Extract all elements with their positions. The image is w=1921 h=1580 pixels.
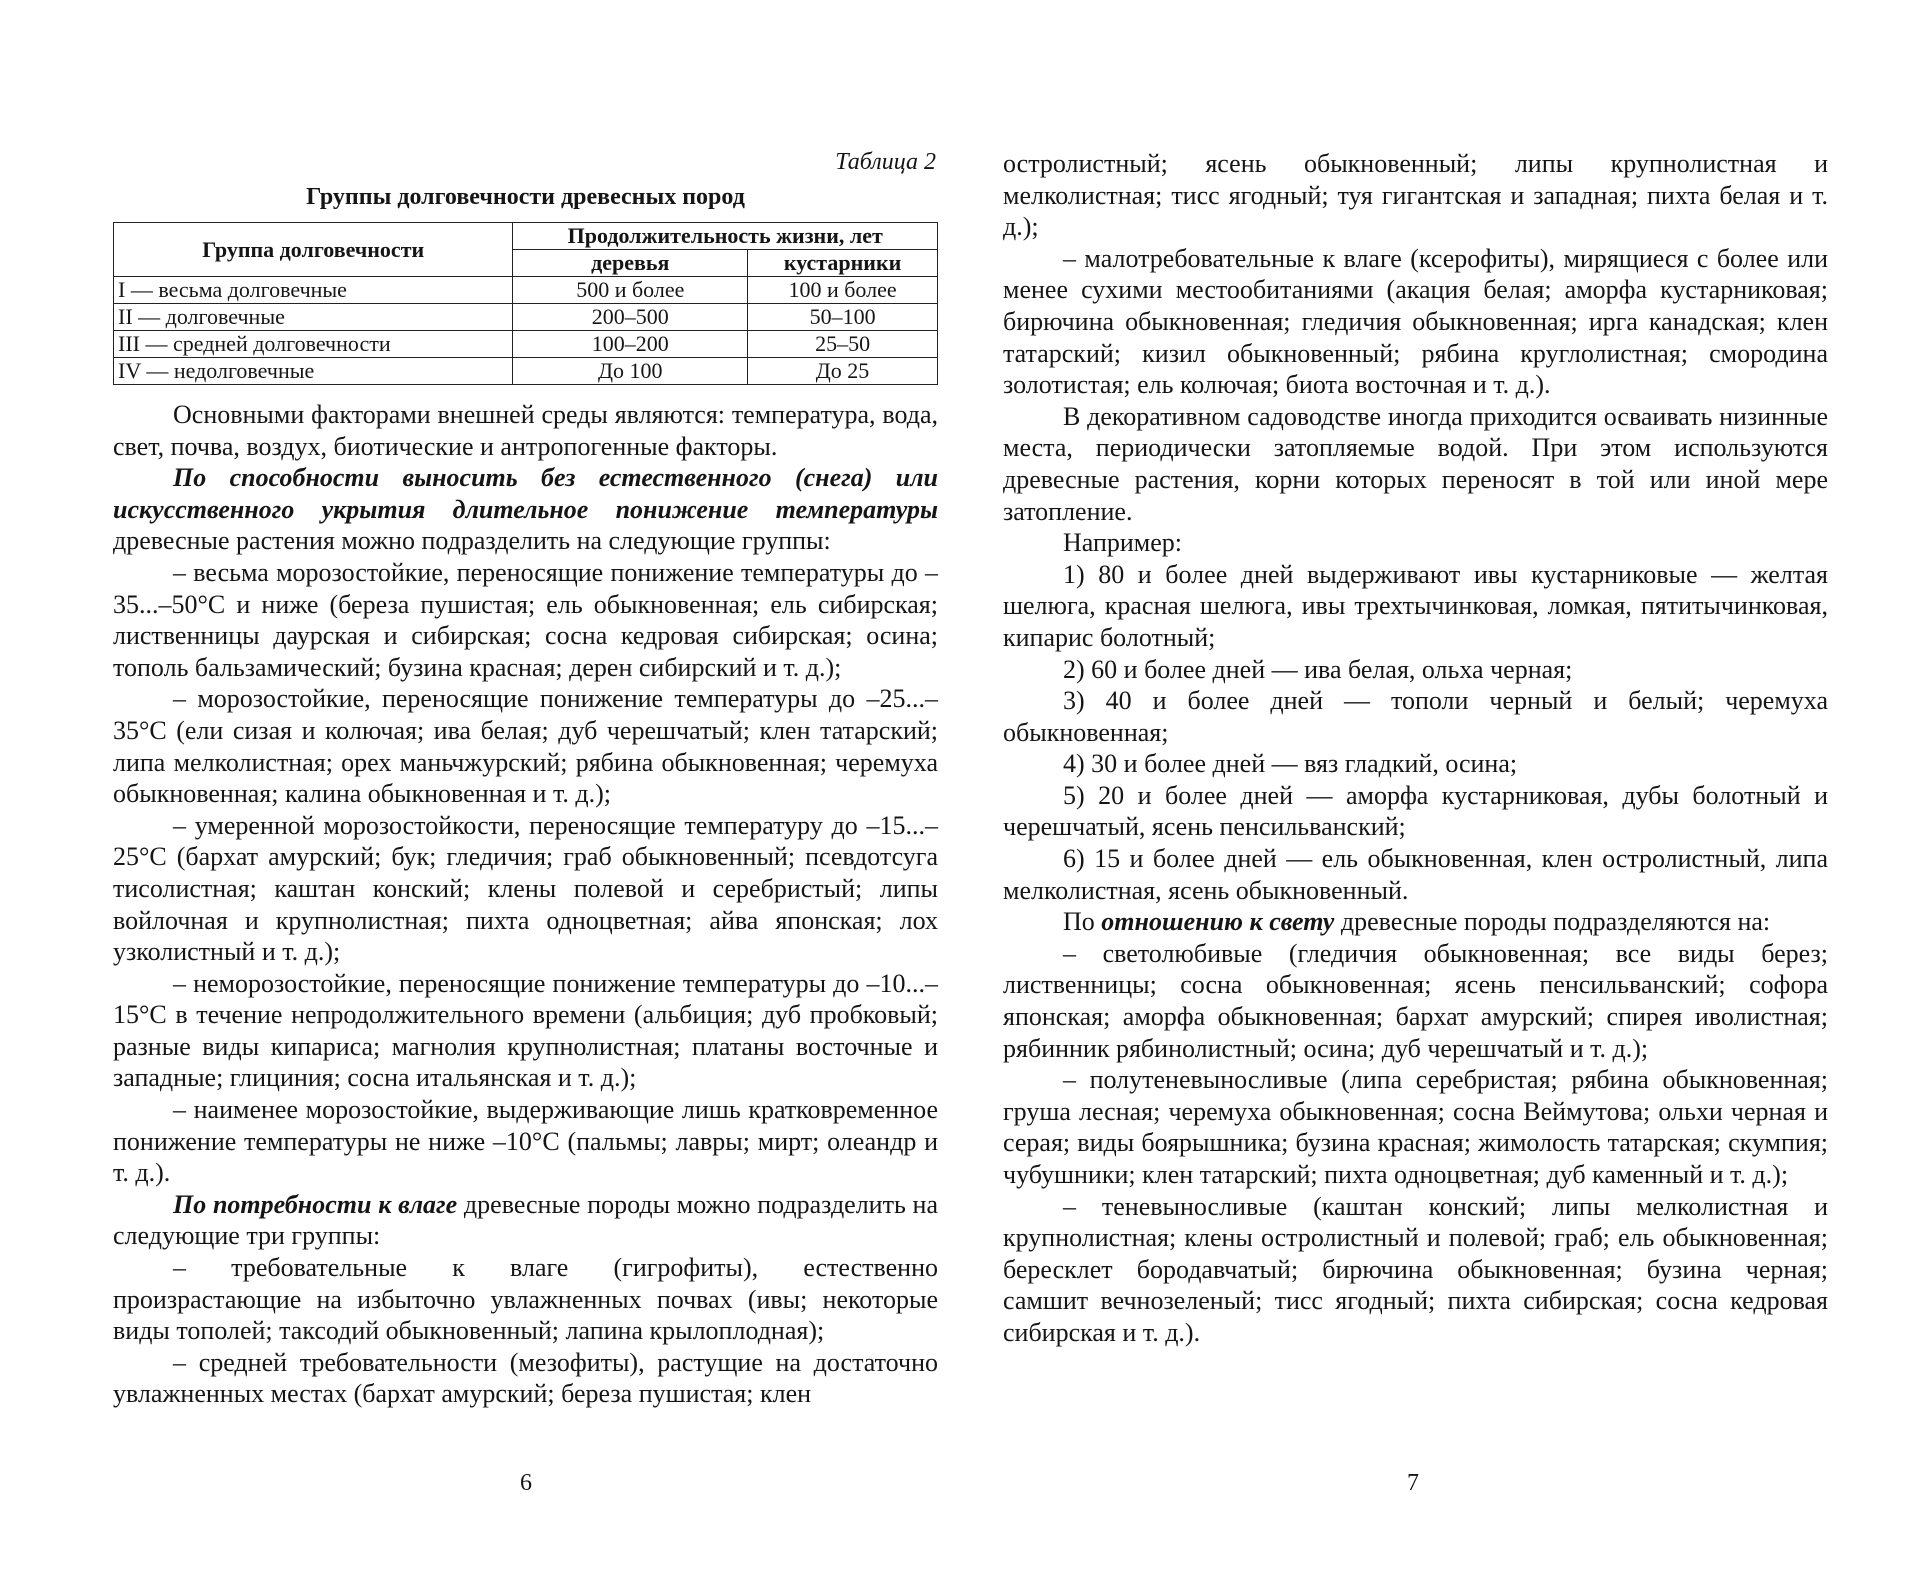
paragraph-factors: Основными факторами внешней среды являются: температура, вода, свет, почва, воздух, биотические и антропогенные факторы. — [113, 400, 938, 461]
page-number: 7 — [1407, 1470, 1419, 1496]
header-group: Группа долговечности — [114, 223, 513, 277]
paragraph-continued: остролистный; ясень обыкновенный; липы крупнолистная и мелколистная; тисс ягодный; туя гигантская и западная; пихта белая и т. д.); — [1003, 149, 1828, 242]
cell-group: III — средней долговечности — [114, 331, 513, 358]
moisture-item: – требовательные к влаге (гигрофиты), естественно произрастающие на избыточно увлажненных почвах (ивы; некоторые виды тополей; таксодий обыкновенный; лапина крылоплодная); — [113, 1253, 938, 1346]
right-page — [960, 0, 1921, 1580]
cell-shrubs: 50–100 — [748, 304, 938, 331]
cell-trees: 500 и более — [513, 277, 748, 304]
flood-item: 4) 30 и более дней — вяз гладкий, осина; — [1063, 749, 1518, 779]
paragraph-light-intro — [1003, 906, 1828, 938]
left-page — [0, 0, 960, 1580]
frost-item: – морозостойкие, переносящие понижение температуры до –25...–35°С (ели сизая и колючая; ива белая; дуб черешчатый; клен татарский; липа мелколистная; орех маньчжурский; рябина обыкновенная; черемуха обыкновенная; калина обыкновенная и т. д.); — [113, 684, 938, 809]
moisture-item: – средней требовательности (мезофиты), растущие на достаточно увлажненных местах (бархат амурский; береза пушистая; клен — [113, 1347, 938, 1409]
table-row — [114, 277, 938, 304]
left-column — [113, 148, 938, 1410]
flood-item: 6) 15 и более дней — ель обыкновенная, клен остролистный, липа мелколистная, ясень обыкновенный. — [1003, 844, 1828, 905]
paragraph-flood: В декоративном садоводстве иногда приходится осваивать низинные места, периодически затопляемые водой. При этом используются древесные растения, корни которых переносят в той или иной мере затопление. — [1003, 401, 1828, 526]
cell-group: I — весьма долговечные — [114, 277, 513, 304]
header-lifespan: Продолжительность жизни, лет — [513, 223, 938, 250]
light-item: – теневыносливые (каштан конский; липы мелколистная и крупнолистная; клены остролистный и полевой; граб; ель обыкновенная; бересклет бородавчатый; бирючина обыкновенная; бузина черная; самшит вечнозеленый; тисс ягодный; пихта сибирская; сосна кедровая сибирская и т. д.). — [1003, 1191, 1828, 1347]
table-row — [114, 331, 938, 358]
flood-item: 1) 80 и более дней выдерживают ивы кустарниковые — желтая шелюга, красная шелюга, ивы трехтычинковая, ломкая, пятитычинковая, кипарис болотный; — [1003, 559, 1828, 652]
light-intro-pre: По — [1063, 907, 1102, 937]
table-row — [114, 304, 938, 331]
light-intro-emphasis: отношению к свету — [1101, 907, 1335, 937]
cell-group: II — долговечные — [114, 304, 513, 331]
moisture-intro-text: древесные породы можно подразделить на следующие три группы: — [113, 1189, 938, 1251]
table-row — [114, 358, 938, 385]
frost-item: – умеренной морозостойкости, переносящие температуру до –15...–25°С (бархат амурский; бук; гледичия; граб обыкновенный; псевдотсуга тисолистная; каштан конский; клены полевой и серебристый; липы войлочная и крупнолистная; пихта одноцветная; айва японская; лох узколистный и т. д.); — [113, 810, 938, 967]
cell-shrubs: 25–50 — [748, 331, 938, 358]
cell-group: IV — недолговечные — [114, 358, 513, 385]
table-header-row — [114, 223, 938, 250]
header-trees: деревья — [513, 250, 748, 277]
paragraph-example: Например: — [1063, 528, 1183, 558]
cell-trees: 200–500 — [513, 304, 748, 331]
right-column — [1003, 148, 1828, 1349]
frost-item: – весьма морозостойкие, переносящие понижение температуры до –35...–50°С и ниже (береза пушистая; ель обыкновенная; ель сибирская; лиственницы даурская и сибирская; сосна кедровая сибирская; осина; тополь бальзамический; бузина красная; дерен сибирский и т. д.); — [113, 557, 938, 682]
cell-trees: До 100 — [513, 358, 748, 385]
frost-item: – неморозостойкие, переносящие понижение температуры до –10...–15°С в течение непродолжительного времени (альбиция; дуб пробковый; разные виды кипариса; магнолия крупнолистная; платаны восточные и западные; глициния; сосна итальянская и т. д.); — [113, 968, 938, 1093]
frost-item: – наименее морозостойкие, выдерживающие лишь кратковременное понижение температуры не ниже –10°С (пальмы; лавры; мирт; олеандр и т. д.). — [113, 1095, 938, 1188]
longevity-table — [113, 222, 938, 385]
frost-intro-emphasis: По способности выносить без естественного (снега) или искусственного укрытия длительное понижение температуры — [113, 463, 938, 524]
light-intro-text: древесные породы подразделяются на: — [1334, 907, 1771, 937]
flood-item: 3) 40 и более дней — тополи черный и белый; черемуха обыкновенная; — [1003, 686, 1828, 747]
header-shrubs: кустарники — [748, 250, 938, 277]
table-title: Группы долговечности древесных пород — [306, 184, 745, 210]
paragraph-frost-intro — [113, 462, 938, 557]
moisture-intro-emphasis: По потребности к влаге — [173, 1189, 458, 1219]
page-number: 6 — [520, 1470, 532, 1496]
flood-item: 2) 60 и более дней — ива белая, ольха черная; — [1063, 654, 1573, 684]
flood-item: 5) 20 и более дней — аморфа кустарниковая, дубы болотный и черешчатый, ясень пенсильванский; — [1003, 780, 1828, 842]
paragraph-moisture-intro — [113, 1189, 938, 1252]
light-item: – светолюбивые (гледичия обыкновенная; все виды берез; лиственницы; сосна обыкновенная; ясень пенсильванский; софора японская; аморфа обыкновенная; бархат амурский; спирея иволистная; рябинник рябинолистный; осина; дуб черешчатый и т. д.); — [1003, 938, 1828, 1063]
moisture-item: – малотребовательные к влаге (ксерофиты), мирящиеся с более или менее сухими местообитаниями (акация белая; аморфа кустарниковая; бирючина обыкновенная; гледичия обыкновенная; ирга канадская; клен татарский; кизил обыкновенный; рябина круглолистная; смородина золотистая; ель колючая; биота восточная и т. д.). — [1003, 243, 1828, 400]
frost-intro-text: древесные растения можно подразделить на следующие группы: — [113, 526, 831, 556]
cell-shrubs: 100 и более — [748, 277, 938, 304]
cell-shrubs: До 25 — [748, 358, 938, 385]
table-caption: Таблица 2 — [835, 149, 936, 175]
light-item: – полутеневыносливые (липа серебристая; рябина обыкновенная; груша лесная; черемуха обыкновенная; сосна Веймутова; ольхи черная и серая; виды боярышника; бузина красная; жимолость татарская; скумпия; чубушники; клен татарский; пихта одноцветная; дуб каменный и т. д.); — [1003, 1065, 1828, 1189]
cell-trees: 100–200 — [513, 331, 748, 358]
